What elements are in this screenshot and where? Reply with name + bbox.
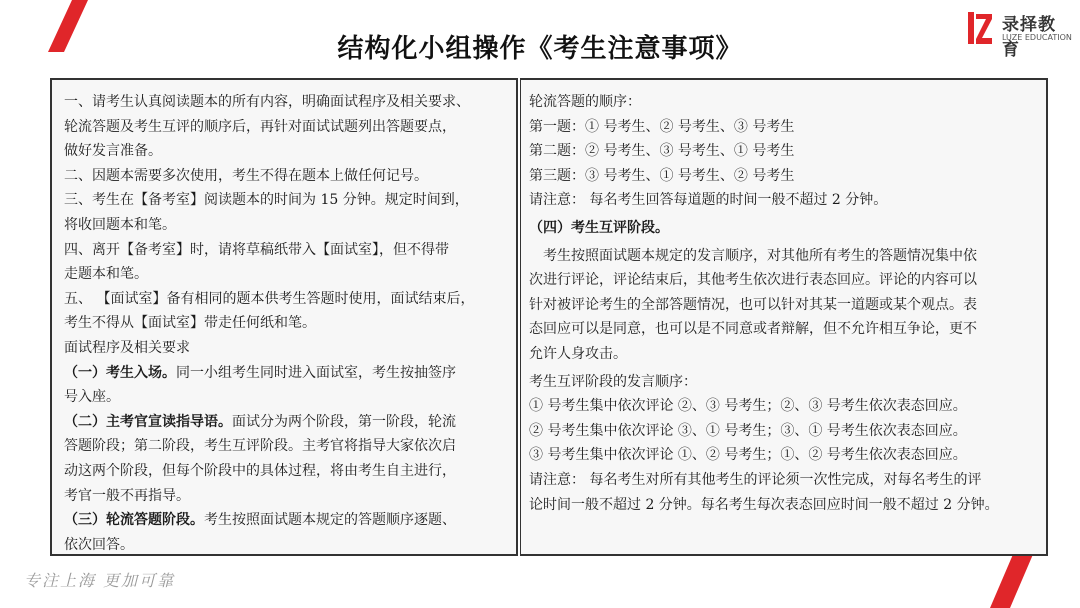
speaking-order [529, 370, 1036, 518]
text-line: 考官一般不再指导。 [64, 487, 190, 504]
text-line: 轮流答题及考生互评的顺序后，再针对面试试题列出答题要点， [64, 118, 456, 135]
text-line: 四、离开【备考室】时，请将草稿纸带入【面试室】，但不得带 [64, 241, 449, 258]
text-line: 二、因题本需要多次使用，考生不得在题本上做任何记号。 [64, 167, 428, 184]
text-line: 三、考生在【备考室】阅读题本的时间为 15 分钟。规定时间到， [64, 192, 469, 209]
section-one [64, 361, 506, 386]
text-line: 答题阶段；第二阶段，考生互评阶段。主考官将指导大家依次启 [64, 438, 456, 455]
footer-slogan: 专注上海 更加可靠 [24, 571, 176, 590]
notice-panel-left [50, 78, 518, 556]
text-line: 将收回题本和笔。 [64, 216, 176, 233]
text-line: 号入座。 [64, 389, 120, 406]
text-line: 考生不得从【面试室】带走任何纸和笔。 [64, 315, 316, 332]
section-four-body [529, 244, 1036, 367]
notice-panel-right [520, 78, 1048, 556]
text-line: 一、请考生认真阅读题本的所有内容，明确面试程序及相关要求、 [64, 94, 470, 110]
text-line: 请注意： 每名考生对所有其他考生的评论须一次性完成，对每名考生的评 [529, 471, 982, 488]
text-line: 五、 【面试室】备有相同的题本供考生答题时使用，面试结束后， [64, 290, 475, 307]
section-one-head: （一）考生入场。 [64, 364, 176, 381]
text-line: 论时间一般不超过 2 分钟。每名考生每次表态回应时间一般不超过 2 分钟。 [529, 496, 999, 513]
section-four-head: （四）考生互评阶段。 [529, 219, 669, 236]
text-line: 走题本和笔。 [64, 266, 148, 283]
logo-text-cn: 录择教育 [1002, 15, 1056, 60]
text-line: 考生互评阶段的发言顺序： [529, 373, 697, 390]
text-run: 同一小组考生同时进入面试室，考生按抽签序 [176, 364, 456, 381]
text-run: 考生按照面试题本规定的答题顺序逐题、 [204, 512, 456, 529]
text-line: 做好发言准备。 [64, 143, 162, 160]
text-line: 第一题：① 号考生、② 号考生、③ 号考生 [529, 118, 795, 135]
logo-text-en: LUZE EDUCATION [1002, 33, 1072, 42]
text-line: 次进行评论，评论结束后，其他考生依次进行表态回应。评论的内容可以 [529, 272, 977, 289]
text-line: 态回应可以是同意，也可以是不同意或者辩解，但不允许相互争论，更不 [529, 321, 977, 338]
section-two [64, 410, 506, 435]
page-title: 结构化小组操作《考生注意事项》 [337, 34, 743, 64]
section-heading: 面试程序及相关要求 [64, 339, 190, 356]
text-line: 动这两个阶段，但每个阶段中的具体过程，将由考生自主进行， [64, 462, 456, 479]
text-line: 第三题：③ 号考生、① 号考生、② 号考生 [529, 167, 795, 184]
text-run: 面试分为两个阶段，第一阶段，轮流 [232, 413, 456, 430]
text-line: ③ 号考生集中依次评论 ①、② 号考生；①、② 号考生依次表态回应。 [529, 447, 967, 464]
text-line: 考生按照面试题本规定的发言顺序，对其他所有考生的答题情况集中依 [543, 247, 977, 264]
brand-logo [962, 8, 1072, 60]
text-line: 针对被评论考生的全部答题情况，也可以针对其某一道题或某个观点。表 [529, 296, 977, 313]
text-line: 请注意： 每名考生回答每道题的时间一般不超过 2 分钟。 [529, 192, 888, 209]
text-line: 第二题：② 号考生、③ 号考生、① 号考生 [529, 143, 795, 160]
text-line: 轮流答题的顺序： [529, 94, 641, 110]
logo-mark-icon [966, 10, 994, 46]
section-two-head: （二）主考官宣读指导语。 [64, 413, 232, 430]
text-line: 允许人身攻击。 [529, 345, 627, 362]
section-three [64, 508, 506, 533]
text-line: 依次回答。 [64, 536, 134, 553]
section-three-head: （三）轮流答题阶段。 [64, 512, 204, 529]
text-line: ① 号考生集中依次评论 ②、③ 号考生；②、③ 号考生依次表态回应。 [529, 398, 967, 415]
text-line: ② 号考生集中依次评论 ③、① 号考生；③、① 号考生依次表态回应。 [529, 422, 967, 439]
